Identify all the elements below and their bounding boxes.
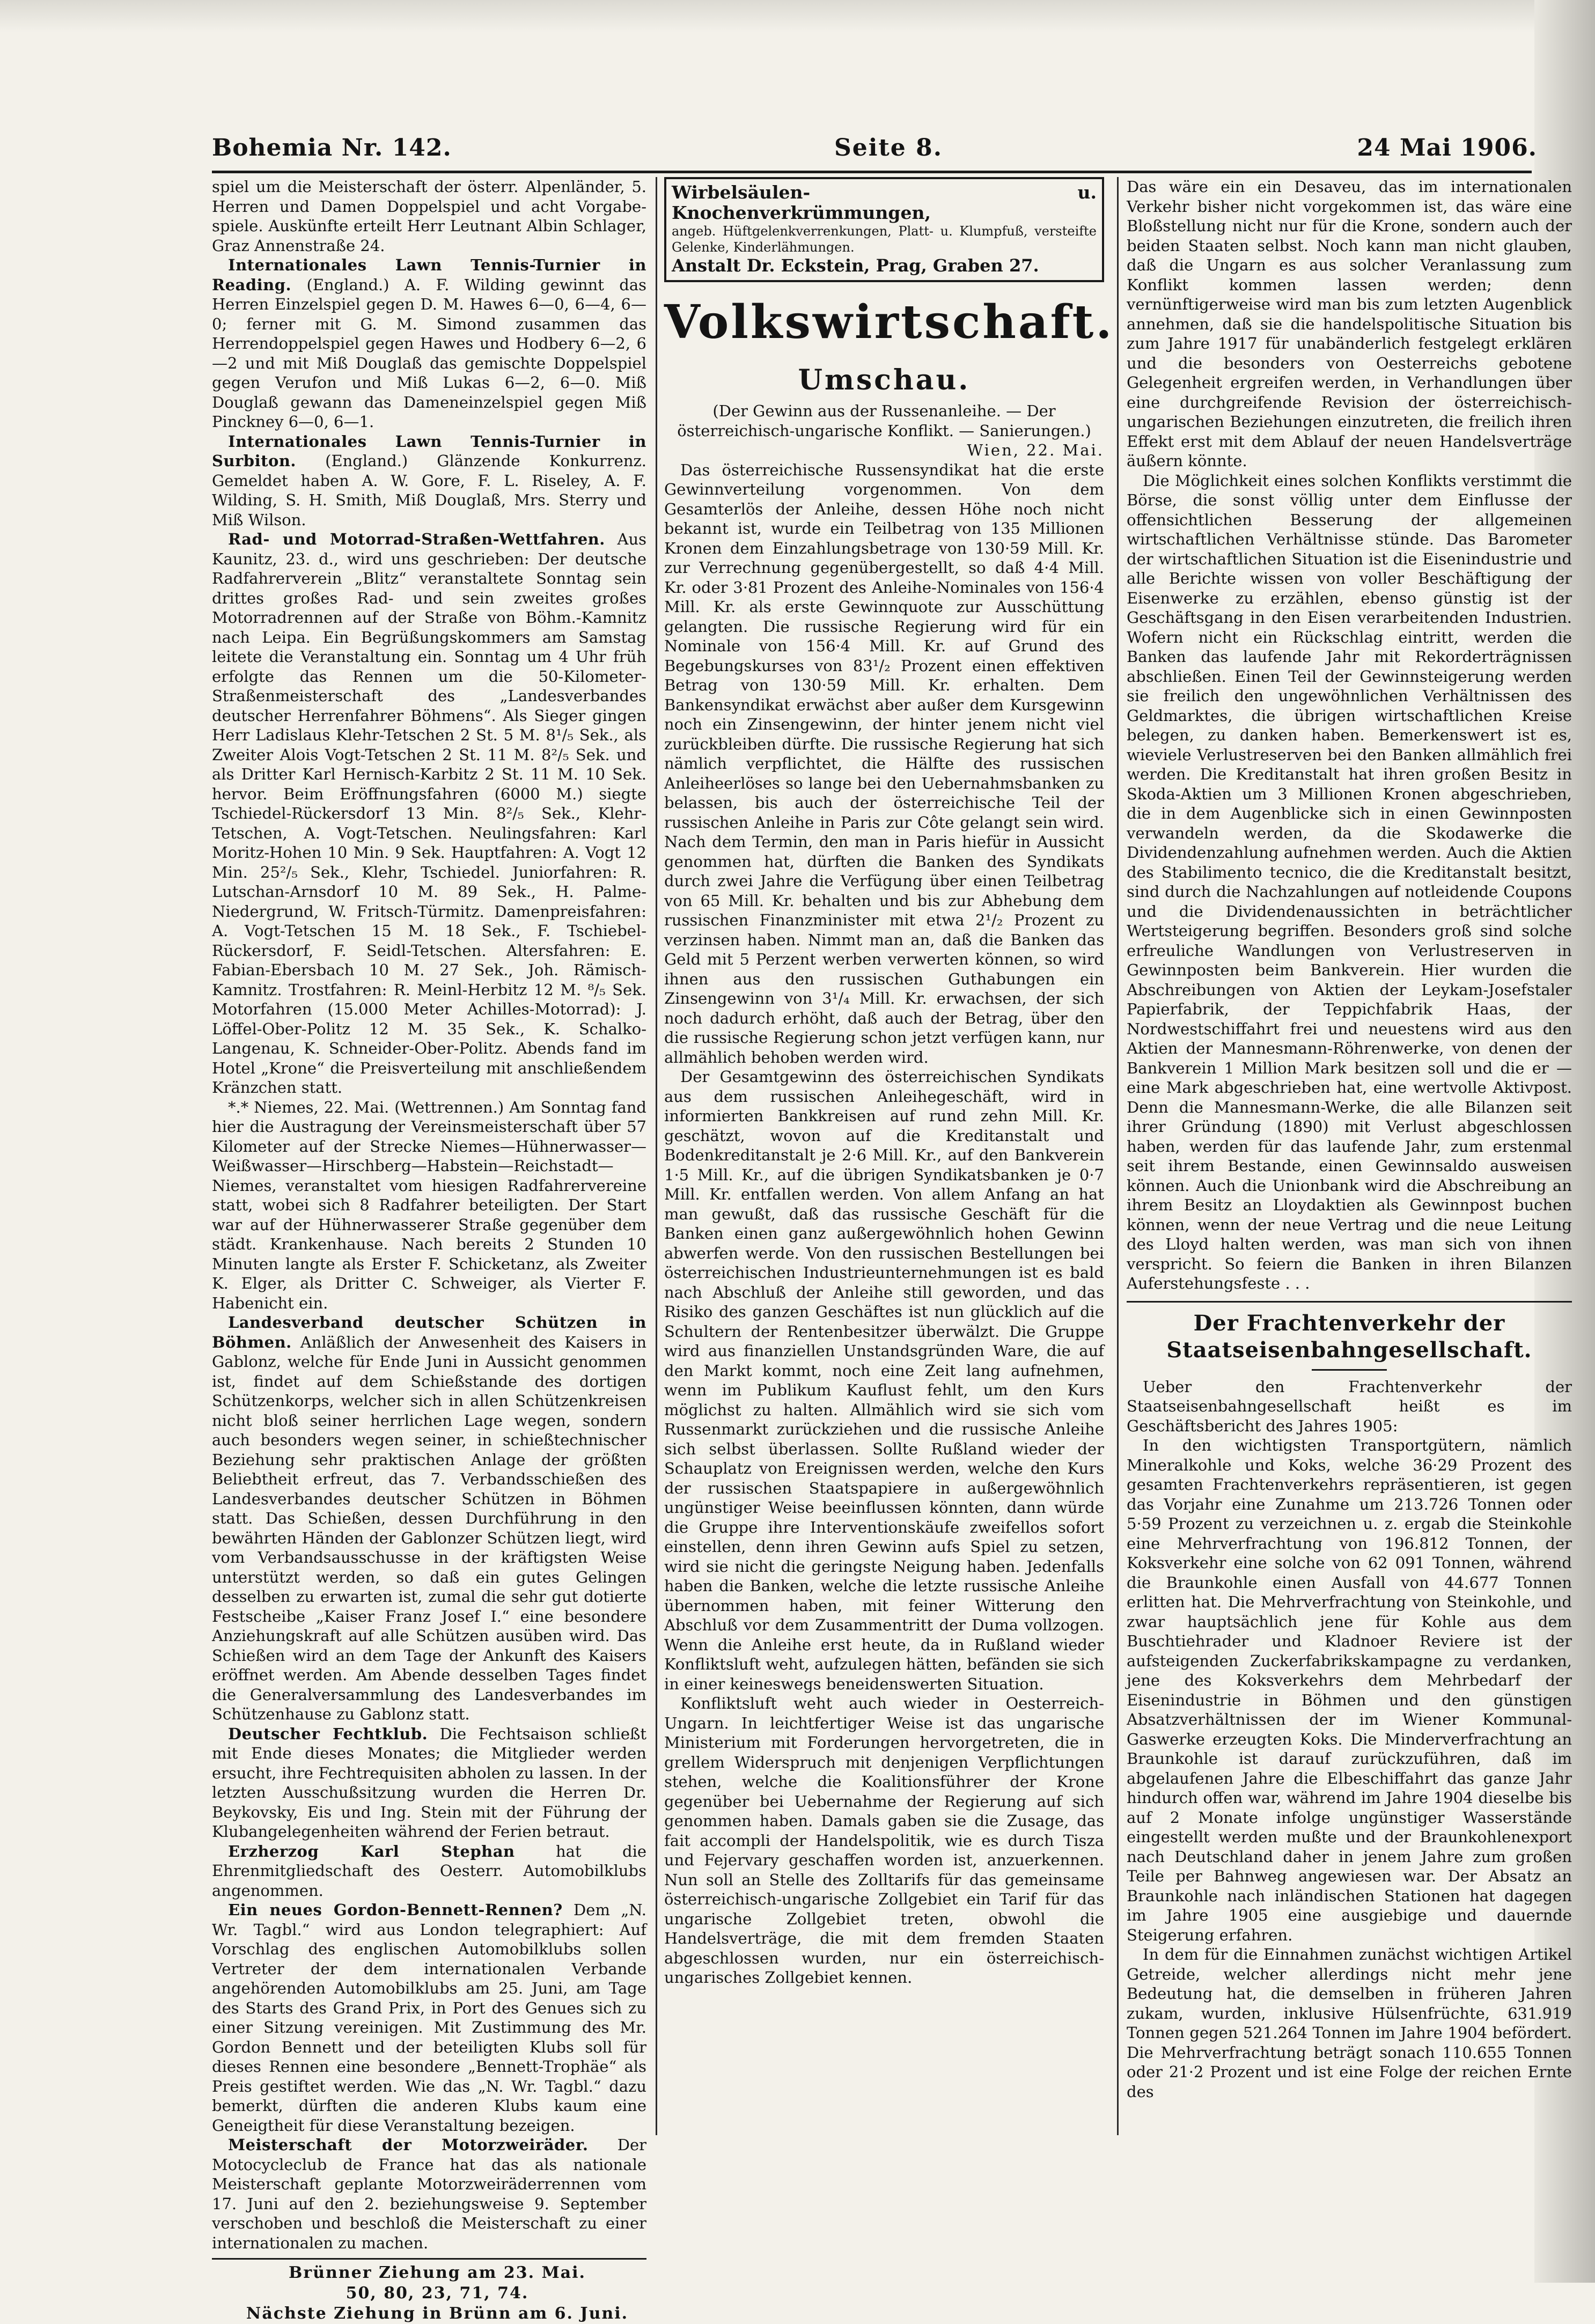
page-number: Seite 8. [834, 134, 943, 161]
lottery-rule [212, 2258, 646, 2260]
item-text: (England.) A. F. Wilding gewinnt das Herren Einzelspiel gegen D. M. Hawes 6—0, 6—4, 6—0; ferner mit G. M. Simond zusammen das Herrendoppelspiel gegen Hawes und Hodbery 6—2, 6—2 und mit Miß Douglaß das gemischte Doppelspiel gegen Verufon und Miß Lukas 6—2, 6—0. Miß Douglaß gewann das Dameneinzelspiel gegen Miß Pinckney 6—0, 6—1. [212, 275, 647, 431]
news-item [212, 1313, 646, 1724]
article-title: Der Frachtenverkehr der Staatseisenbahngesellschaft. [1166, 1310, 1532, 1363]
item-heading: Rad- und Motorrad-Straßen-Wettfahren. [228, 530, 605, 548]
paragraph: Konfliktsluft weht auch wieder in Oesterreich-Ungarn. In leichtfertiger Weise ist das ungarische Ministerium mit Forderungen hervorgetreten, die in grellem Widerspruch mit denjenigen Verpflichtungen stehen, welche die Koalitionsführer der Krone gegenüber bei Uebernahme der Regierung auf sich genommen haben. Damals gaben sie die Zusage, das fait accompli der Handelspolitik, wie es durch Tisza und Fejervary geschaffen worden ist, anzuerkennen. Nun soll an Stelle des Zolltarifs für das gemeinsame österreichisch-ungarische Zollgebiet ein Tarif für das ungarische Zollgebiet treten, obwohl die Handelsverträge, die mit dem fremden Staaten abgeschlossen wurden, nur ein österreichisch-ungarisches Zollgebiet kennen. [664, 1694, 1104, 1987]
item-heading: Erzherzog Karl Stephan [228, 1842, 515, 1860]
news-item [212, 1900, 646, 2135]
advertisement [664, 177, 1104, 282]
article-subhead: (Der Gewinn aus der Russenanleihe. — Der österreichisch-ungarische Konflikt. — Sanierungen.) [677, 402, 1091, 440]
ad-title: Wirbelsäulen- u. Knochenverkrümmungen, [672, 182, 1097, 223]
section-title: Volkswirtschaft. [664, 295, 1114, 349]
paragraph: In dem für die Einnahmen zunächst wichtigen Artikel Getreide, welcher allerdings nicht mehr jene Bedeutung hat, die demselben in früheren Jahren zukam, wurden, inklusive Hülsenfrüchte, 631.919 Tonnen gegen 521.264 Tonnen im Jahre 1904 befördert. Die Mehrverfrachtung beträgt sonach 110.655 Tonnen oder 21·2 Prozent und ist eine Folge der reichen Ernte des [1127, 1945, 1572, 2101]
news-item [212, 255, 646, 432]
ad-address: Anstalt Dr. Eckstein, Prag, Graben 27. [672, 255, 1039, 276]
item-heading: Landesverband deutscher Schützen in Böhmen. [212, 1313, 646, 1351]
item-heading: Internationales Lawn Tennis-Turnier in Reading. [212, 256, 646, 294]
article-title: Umschau. [798, 364, 971, 396]
item-text: Aus Kaunitz, 23. d., wird uns geschrieben: Der deutsche Radfahrerverein „Blitz“ veranstaltete Sonntag sein drittes großes Rad- und sein zweites großes Motorradrennen auf der Straße von Böhm.-Kamnitz nach Leipa. Ein Begrüßungskommers am Samstag leitete die Veranstaltung ein. Sonntag um 4 Uhr früh erfolgte das Rennen um die 50-Kilometer-Straßenmeisterschaft des „Landesverbandes deutscher Herrenfahrer Böhmens“. Als Sieger gingen Herr Ladislaus Klehr-Tetschen 2 St. 5 M. 8¹/₅ Sek., als Zweiter Alois Vogt-Tetschen 2 St. 11 M. 8²/₅ Sek. und als Dritter Karl Hernisch-Karbitz 2 St. 11 M. 10 Sek. hervor. Beim Eröffnungsfahren (6000 M.) siegte Tschiedel-Rückersdorf 13 Min. 8²/₅ Sek., Klehr-Tetschen, A. Vogt-Tetschen. Neulingsfahren: Karl Moritz-Hohen 10 Min. 9 Sek. Hauptfahren: A. Vogt 12 Min. 25²/₅ Sek., Klehr, Tschiedel. Juniorfahren: R. Lutschan-Arnsdorf 10 M. 89 Sek., H. Palme-Niedergrund, W. Fritsch-Türmitz. Damenpreisfahren: A. Vogt-Tetschen 15 M. 18 Sek., F. Tschiebel-Rückersdorf, F. Seidl-Tetschen. Altersfahren: E. Fabian-Ebersbach 10 M. 27 Sek., Joh. Rämisch-Kamnitz. Trostfahren: R. Meinl-Herbitz 12 M. ⁸/₅ Sek. Motorfahren (15.000 Meter Achilles-Motorrad): J. Löffel-Ober-Politz 12 M. 35 Sek., K. Schalko-Langenau, K. Schneider-Ober-Politz. Abends fand im Hotel „Krone“ die Preisverteilung mit anschließendem Kränzchen statt. [212, 530, 647, 1097]
item-text: Anläßlich der Anwesenheit des Kaisers in Gablonz, welche für Ende Juni in Aussicht genommen ist, findet auf dem Schießstande des dortigen Schützenkorps, welcher sich in allen Schützenkreisen nicht bloß seiner herrlichen Lage wegen, sondern auch besonders wegen seiner, in schießtechnischer Beziehung sehr praktischen Anlage der größten Beliebtheit erfreut, das 7. Verbandsschießen des Landesverbandes deutscher Schützen in Böhmen statt. Das Schießen, dessen Durchführung in den bewährten Händen der Gablonzer Schützen liegt, wird vom Verbandsausschusse in der kräftigsten Weise unterstützt werden, so daß ein gutes Gelingen desselben zu erwarten ist, zumal die sehr gut dotierte Festscheibe „Kaiser Franz Josef I.“ eine besondere Anziehungskraft auf alle Schützen ausüben wird. Das Schießen wird an dem Tage der Ankunft des Kaisers eröffnet werden. Am Abende desselben Tages findet die Generalversammlung des Landesverbandes im Schützenhause zu Gablonz statt. [212, 1333, 646, 1723]
title-rule [1312, 1369, 1387, 1371]
paragraph: Der Gesamtgewinn des österreichischen Syndikats aus dem russischen Anleihegeschäft, wird in informierten Bankkreisen auf rund zehn Mill. Kr. geschätzt, wovon auf die Kreditanstalt und Bodenkreditanstalt je 2·6 Mill. Kr., auf den Bankverein 1·5 Mill. Kr., auf die übrigen Syndikatsbanken je 0·7 Mill. Kr. entfallen werden. Von allem Anfang an hat man gewußt, daß das russische Geschäft für die Banken einen ganz außergewöhnlich hohen Gewinn abwerfen werde. Von den russischen Bestellungen bei österreichischen Industrieunternehmungen ist es bald nach Abschluß der Anleihe still geworden, und das Risiko des ganzen Geschäftes ist nun glücklich auf die Schultern der Rentenbesitzer überwälzt. Die Gruppe wird aus finanziellen Unstandsgründen Ware, die auf den Markt kommt, noch eine Zeit lang aufnehmen, wenn im Publikum Kauflust fehlt, um den Kurs möglichst zu halten. Allmählich wird sie sich vom Russenmarkt zurückziehen und die russische Anleihe sich selbst überlassen. Sollte Rußland wieder der Schauplatz von Ereignissen werden, welche den Kurs der russischen Staatspapiere in außergewöhnlich ungünstiger Weise beeinflussen könnten, dann würde die Gruppe ihre Interventionskäufe zweifellos sofort einstellen, denn ihren Gewinn aufs Spiel zu setzen, wird sie nicht die geringste Neigung haben. Jedenfalls haben die Banken, welche die letzte russische Anleihe übernommen haben, mit feiner Witterung den Abschluß vor dem Zusammentritt der Duma vollzogen. Wenn die Anleihe erst heute, da in Rußland wieder Konfliktsluft weht, aufzulegen hätten, befänden sie sich in einer keineswegs beneidenswerten Situation. [664, 1068, 1104, 1693]
column-economy [664, 177, 1114, 2141]
item-text: Dem „N. Wr. Tagbl.“ wird aus London telegraphiert: Auf Vorschlag des englischen Automobilklubs sollen Vertreter der dem internationalen Verbande angehörenden Automobilklubs am 25. Juni, am Tage des Starts des Grand Prix, in Port des Genues sich zu einer Sitzung vereinigen. Mit Zustimmung des Mr. Gordon Bennett und der beteiligten Klubs soll für dieses Rennen eine besondere „Bennett-Trophäe“ als Preis gestiftet werden. Wie das „N. Wr. Tagbl.“ dazu bemerkt, dürften die anderen Klubs kaum eine Geneigtheit für diese Veranstaltung bezeigen. [212, 1901, 646, 2135]
paragraph: Das österreichische Russensyndikat hat die erste Gewinnverteilung vorgenommen. Von dem Gesamterlös der Anleihe, dessen Höhe noch nicht bekannt ist, wurde ein Teilbetrag von 135 Millionen Kronen dem Einzahlungsbetrage von 130·59 Mill. Kr. zur Verrechnung gegenübergestellt, so daß 4·4 Mill. Kr. oder 3·81 Prozent des Anleihe-Nominales von 156·4 Mill. Kr. als erste Gewinnquote zur Ausschüttung gelangten. Die russische Regierung wird für ein Nominale von 156·4 Mill. Kr. auf Grund des Begebungskurses von 83¹/₂ Prozent einen effektiven Betrag von 130·59 Mill. Kr. erhalten. Dem Bankensyndikat erwächst aber außer dem Kursgewinn noch ein Zinsengewinn, der hinter jenem nicht viel zurückbleiben dürfte. Die russische Regierung hat sich nämlich verpflichtet, die Hälfte des russischen Anleiheerlöses so lange bei den Uebernahmsbanken zu belassen, bis auch der österreichische Teil der russischen Anleihe in Paris zur Côte gelangt sein wird. Nach dem Termin, den man in Paris hiefür in Aussicht genommen hat, dürften die Banken des Syndikats durch zwei Jahre die Verfügung über einen Teilbetrag von 65 Mill. Kr. behalten und bis zur Abhebung dem russischen Finanzminister mit etwa 2¹/₂ Prozent zu verzinsen haben. Nimmt man an, daß die Banken das Geld mit 5 Perzent werben verwerten können, so wird ihnen aus den russischen Guthabungen ein Zinsengewinn von 3¹/₄ Mill. Kr. erwachsen, der sich noch dadurch erhöht, daß auch der Betrag, über den die russische Regierung schon jetzt verfügen kann, nur allmählich behoben werden wird. [664, 460, 1104, 1067]
lottery-next: Nächste Ziehung in Brünn am 6. Juni. [246, 2304, 629, 2323]
item-text: (England.) Glänzende Konkurrenz. Gemeldet haben A. W. Gore, F. L. Riseley, A. F. Wilding, S. H. Smith, Miß Douglaß, Mrs. Sterry und Miß Wilson. [212, 452, 646, 529]
item-text: hat die Ehrenmitgliedschaft des Oesterr. Automobilklubs angenommen. [212, 1842, 647, 1900]
column-divider-1 [656, 177, 657, 2135]
article-separator [1127, 1301, 1572, 1303]
lottery-numbers: 50, 80, 23, 71, 74. [346, 2284, 529, 2303]
issue-date: 24 Mai 1906. [1357, 134, 1537, 161]
news-item [212, 2135, 646, 2253]
paragraph: Die Möglichkeit eines solchen Konflikts verstimmt die Börse, die sonst völlig unter dem Einflusse der offensichtlichen Besserung der allgemeinen wirtschaftlichen Verhältnisse stünde. Das Barometer der wirtschaftlichen Situation ist die Eisenindustrie und alle Berichte wissen von voller Beschäftigung der Eisenwerke zu erzählen, ebenso günstig ist der Geschäftsgang in den Eisen verarbeitenden Industrien. Wofern nicht ein Rückschlag eintritt, werden die Banken das laufende Jahr mit Rekorderträgnissen abschließen. Einen Teil der Gewinnsteigerung werden sie freilich den ungewöhnlichen Verhältnissen des Geldmarktes, die übrigen wirtschaftlichen Kreise belegen, zu danken haben. Bemerkenswert ist es, wieviele Verlustreserven bei den Banken allmählich frei werden. Die Kreditanstalt hat ihren großen Besitz in Skoda-Aktien um 3 Millionen Kronen abgeschrieben, die in dem Augenblicke sich in einen Gewinnposten verwandeln werden, da die Skodawerke die Dividendenzahlung aufnehmen werden. Auch die Aktien des Stabilimento tecnico, die die Kreditanstalt besitzt, sind durch die Nachzahlungen auf notleidende Coupons und die Dividendenaussichten in beträchtlicher Wertsteigerung begriffen. Besonders groß sind solche erfreuliche Wandlungen von Verlustreserven in Gewinnposten beim Bankverein. Hier wurden die Abschreibungen von Aktien der Leykam-Josefstaler Papierfabrik, der Teppichfabrik Haas, der Nordwestschiffahrt frei und neuestens wird aus den Aktien der Mannesmann-Röhrenwerke, von denen der Bankverein 1 Million Mark besitzen soll und die er — eine Mark abgeschrieben hat, eine wertvolle Aktivpost. Denn die Mannesmann-Werke, die alle Bilanzen seit ihrer Gründung (1890) mit Verlust abgeschlossen haben, werden für das laufende Jahr, zum erstenmal seit ihrem Bestande, einen Gewinnsaldo ausweisen können. Auch die Unionbank wird die Abschreibung an ihrem Besitz an Lloydaktien als Gewinnpost buchen können, wenn der neue Vertrag und die neue Leitung des Lloyd halten werden, was man sich von ihnen verspricht. So feiern die Banken in ihren Bilanzen Auferstehungsfeste . . . [1127, 471, 1572, 1292]
item-heading: Meisterschaft der Motorzweiräder. [228, 2136, 589, 2154]
page-header [212, 134, 1537, 166]
paragraph: Ueber den Frachtenverkehr der Staatseisenbahngesellschaft heißt es im Geschäftsbericht des Jahres 1905: [1127, 1377, 1572, 1435]
item-heading: Ein neues Gordon-Bennett-Rennen? [228, 1901, 563, 1919]
header-rule [212, 171, 1532, 173]
paragraph: spiel um die Meisterschaft der österr. Alpenländer, 5. Herren und Damen Doppelspiel und acht Vorgabe-spiele. Auskünfte erteilt Herr Leutnant Albin Schlager, Graz Annenstraße 24. [212, 178, 646, 255]
item-heading: Deutscher Fechtklub. [228, 1724, 428, 1743]
column-sports [212, 177, 647, 2323]
news-item [212, 432, 646, 530]
news-item [212, 1842, 646, 1901]
news-item: *.* Niemes, 22. Mai. (Wettrennen.) Am Sonntag fand hier die Austragung der Vereinsmeisterschaft über 57 Kilometer auf der Strecke Niemes—Hühnerwasser—Weißwasser—Hirschberg—Habstein—Reichstadt—Niemes, veranstaltet vom hiesigen Radfahrervereine statt, wobei sich 8 Radfahrer beteiligten. Der Start war auf der Hühnerwasserer Straße gegenüber dem städt. Krankenhause. Nach bereits 2 Stunden 10 Minuten langte als Erster F. Schicketanz, als Zweiter K. Elger, als Dritter C. Schweiger, als Vierter F. Habenicht ein. [212, 1098, 646, 1312]
lottery-heading: Brünner Ziehung am 23. Mai. [289, 2263, 586, 2282]
column-economy-continued [1127, 177, 1572, 2141]
item-text: Die Fechtsaison schließt mit Ende dieses Monates; die Mitglieder werden ersucht, ihre Fechtrequisiten abholen zu lassen. In der letzten Ausschußsitzung wurden die Herren Dr. Beykovsky, Eis und Ing. Stein mit der Führung der Klubangelegenheiten während der Ferien betraut. [212, 1724, 647, 1841]
ad-text: angeb. Hüftgelenkverrenkungen, Platt- u. Klumpfuß, versteifte Gelenke, Kinderlähmungen. [672, 224, 1097, 255]
item-heading: Internationales Lawn Tennis-Turnier in Surbiton. [212, 432, 646, 470]
paragraph: In den wichtigsten Transportgütern, nämlich Mineralkohle und Koks, welche 36·29 Prozent des gesamten Frachtenverkehrs repräsentieren, ist gegen das Vorjahr eine Zunahme um 213.726 Tonnen oder 5·59 Prozent zu verzeichnen u. z. ergab die Steinkohle eine Mehrverfrachtung von 196.812 Tonnen, der Koksverkehr eine solche von 62 091 Tonnen, während die Braunkohle einen Ausfall von 44.677 Tonnen erlitten hat. Die Mehrverfrachtung von Steinkohle, und zwar hauptsächlich jene für Kohle aus dem Buschtiehrader und Kladnoer Reviere ist der aufsteigenden Zuckerfabrikskampagne zu verdanken, jene des Koksverkehrs dem Mehrbedarf der Eisenindustrie in Böhmen und den günstigen Absatzverhältnissen der im Wiener Kommunal-Gaswerke erzeugten Koks. Die Minderverfrachtung an Braunkohle ist darauf zurückzuführen, daß im abgelaufenen Jahre die Elbeschiffahrt das ganze Jahr hindurch offen war, während im Jahre 1904 dieselbe bis auf 2 Monate infolge ungünstiger Wasserstände eingestellt werden mußte und der Braunkohlenexport nach Deutschland daher in jenem Jahre zum großen Teile per Bahnweg angewiesen war. Der Absatz an Braunkohle nach inländischen Stationen hat dagegen im Jahre 1905 eine ausgiebige und dauernde Steigerung erfahren. [1127, 1436, 1572, 1944]
paragraph: Das wäre ein ein Desaveu, das im internationalen Verkehr bisher nicht vorgekommen ist, das wäre eine Bloßstellung nicht nur für die Krone, sondern auch der beiden Staaten selbst. Noch kann man nicht glauben, daß die Ungarn es aus solcher Veranlassung zum Konflikt kommen lassen werden; denn vernünftigerweise wird man bis zum letzten Augenblick annehmen, daß sie die handelspolitische Situation bis zum Jahre 1917 für unabänderlich festgelegt erklären und die besonders von Oesterreichs gebotene Gelegenheit ergreifen werden, in Verhandlungen über eine durchgreifende Revision der österreichisch-ungarischen Beziehungen einzutreten, die freilich ihren Effekt erst mit dem Ablauf der neuen Handelsverträge äußern könnte. [1127, 178, 1572, 470]
newspaper-issue: Bohemia Nr. 142. [212, 134, 452, 161]
column-divider-2 [1117, 177, 1119, 2135]
news-item [212, 1724, 646, 1842]
item-text: Der Motocycleclub de France hat das als nationale Meisterschaft geplante Motorzweiräderrennen vom 17. Juni auf den 2. beziehungsweise 9. September verschoben und beschloß die Meisterschaft zu einer internationalen zu machen. [212, 2136, 646, 2252]
news-item [212, 529, 646, 1098]
dateline: Wien, 22. Mai. [967, 441, 1104, 459]
scan-shadow [0, 0, 1595, 32]
